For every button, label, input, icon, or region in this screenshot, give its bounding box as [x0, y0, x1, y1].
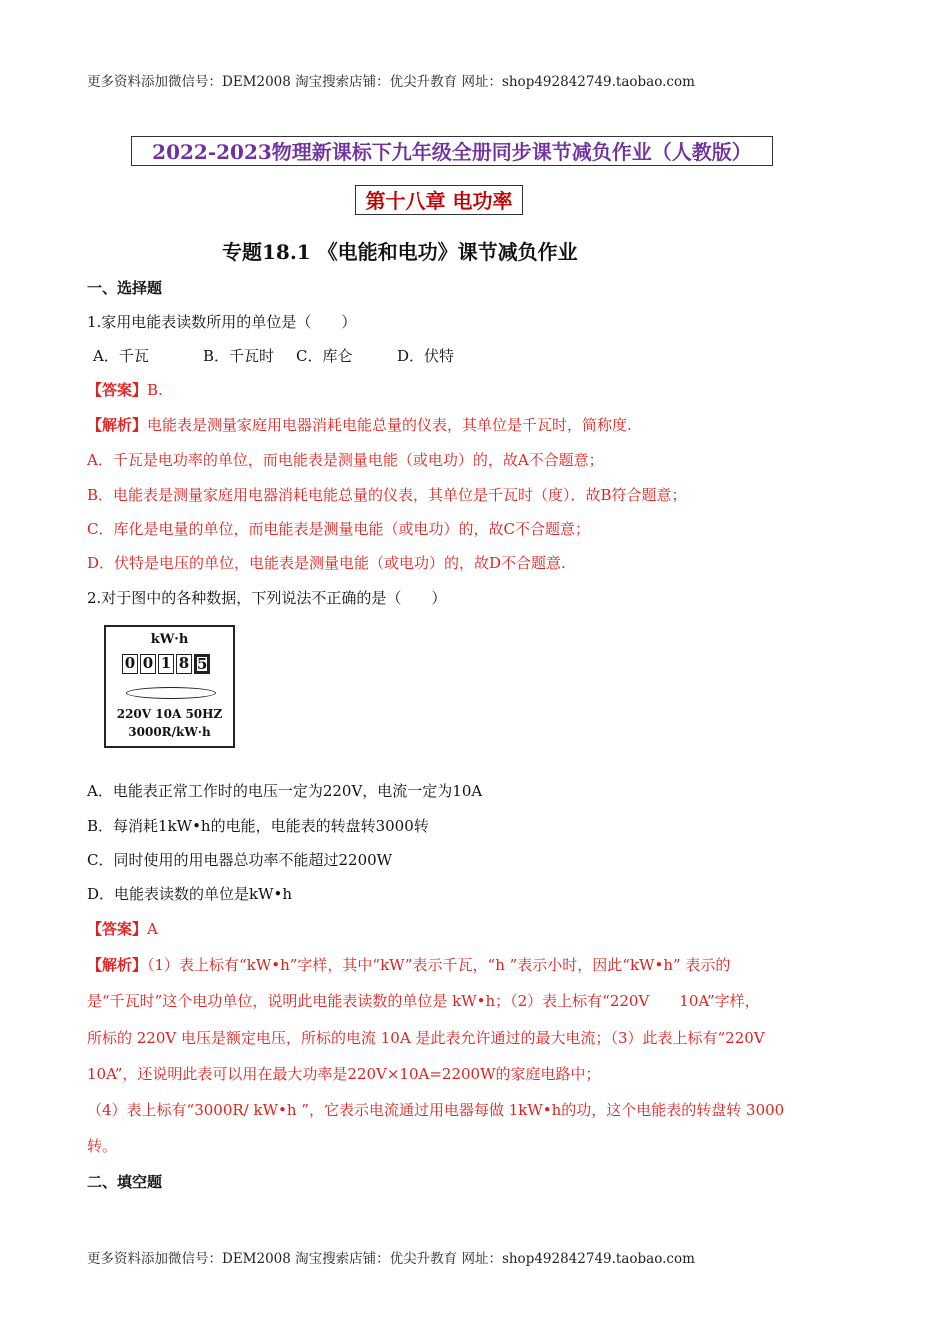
meter-digit: 8	[176, 654, 192, 674]
chapter-title: 第十八章 电功率	[355, 185, 523, 215]
meter-digit: 1	[158, 654, 174, 674]
topic-title: 专题18.1 《电能和电功》课节减负作业	[222, 240, 578, 264]
q2-analysis-line-3: 所标的 220V 电压是额定电压，所标的电流 10A 是此表允许通过的最大电流；（3）此表上标有“220V	[87, 1029, 765, 1047]
q1-stem: 1.家用电能表读数所用的单位是（ ）	[87, 313, 357, 331]
meter-reading	[122, 654, 212, 674]
meter-digit-decimal: 5	[194, 654, 210, 674]
q2-analysis-line-5: （4）表上标有“3000R/ kW•h ”，它表示电流通过用电器每做 1kW•h的功，这个电能表的转盘转 3000	[87, 1101, 785, 1119]
answer-value: B.	[147, 381, 163, 399]
q1-option-b: B．千瓦时	[203, 347, 275, 365]
electric-meter-figure	[104, 625, 235, 748]
meter-unit: kW·h	[150, 632, 189, 647]
q1-analysis-line-b: B．电能表是测量家庭用电器消耗电能总量的仪表，其单位是千瓦时（度）．故B符合题意；	[87, 486, 687, 504]
analysis-text: 电能表是测量家庭用电器消耗电能总量的仪表，其单位是千瓦时，简称度.	[147, 416, 632, 434]
q2-option-d: D．电能表读数的单位是kW•h	[87, 885, 293, 903]
q1-analysis-line-c: C．库化是电量的单位，而电能表是测量电能（或电功）的，故C不合题意；	[87, 520, 590, 538]
q1-analysis	[87, 415, 632, 435]
q2-option-c: C．同时使用的用电器总功率不能超过2200W	[87, 851, 393, 869]
q2-option-a: A．电能表正常工作时的电压一定为220V，电流一定为10A	[87, 782, 483, 800]
answer-value: A	[147, 920, 158, 938]
meter-digit: 0	[122, 654, 138, 674]
section-heading-fill: 二、填空题	[87, 1173, 163, 1191]
section-heading-choice: 一、选择题	[87, 279, 163, 297]
series-title: 2022-2023物理新课标下九年级全册同步课节减负作业（人教版）	[131, 136, 773, 166]
q1-analysis-line-d: D．伏特是电压的单位，电能表是测量电能（或电功）的，故D不合题意.	[87, 554, 566, 572]
q2-answer	[87, 919, 158, 939]
analysis-label: 【解析】	[87, 956, 148, 974]
q1-answer	[87, 380, 163, 400]
meter-disc-window	[126, 687, 216, 699]
analysis-label: 【解析】	[87, 416, 148, 434]
q2-analysis-line-1	[87, 955, 730, 975]
meter-spec-ratings: 220V 10A 50HZ	[116, 707, 223, 721]
q1-option-d: D．伏特	[397, 347, 455, 365]
analysis-text: （1）表上标有“kW•h”字样，其中“kW”表示千瓦，“h ”表示小时，因此“kW•h” 表示的	[147, 956, 731, 974]
q1-options	[93, 346, 454, 366]
meter-digit: 0	[140, 654, 156, 674]
q1-option-a: A．千瓦	[93, 347, 149, 365]
page-footer: 更多资料添加微信号：DEM2008 淘宝搜索店铺：优尖升教育 网址：shop492842749.taobao.com	[87, 1251, 695, 1267]
q2-analysis-line-4: 10A”，还说明此表可以用在最大功率是220V×10A=2200W的家庭电路中；	[87, 1065, 601, 1083]
q2-analysis-line-6: 转。	[87, 1137, 118, 1155]
answer-label: 【答案】	[87, 381, 148, 399]
page-header: 更多资料添加微信号：DEM2008 淘宝搜索店铺：优尖升教育 网址：shop492842749.taobao.com	[87, 74, 695, 90]
q1-option-c: C．库仑	[296, 347, 353, 365]
q1-analysis-line-a: A．千瓦是电功率的单位，而电能表是测量电能（或电功）的，故A不合题意；	[87, 451, 604, 469]
answer-label: 【答案】	[87, 920, 148, 938]
q2-stem: 2.对于图中的各种数据，下列说法不正确的是（ ）	[87, 589, 447, 607]
q2-analysis-line-2: 是“千瓦时”这个电功单位，说明此电能表读数的单位是 kW•h；（2）表上标有“220V 10A”字样，	[87, 992, 760, 1010]
q2-option-b: B．每消耗1kW•h的电能，电能表的转盘转3000转	[87, 817, 429, 835]
meter-spec-constant: 3000R/kW·h	[128, 725, 211, 739]
